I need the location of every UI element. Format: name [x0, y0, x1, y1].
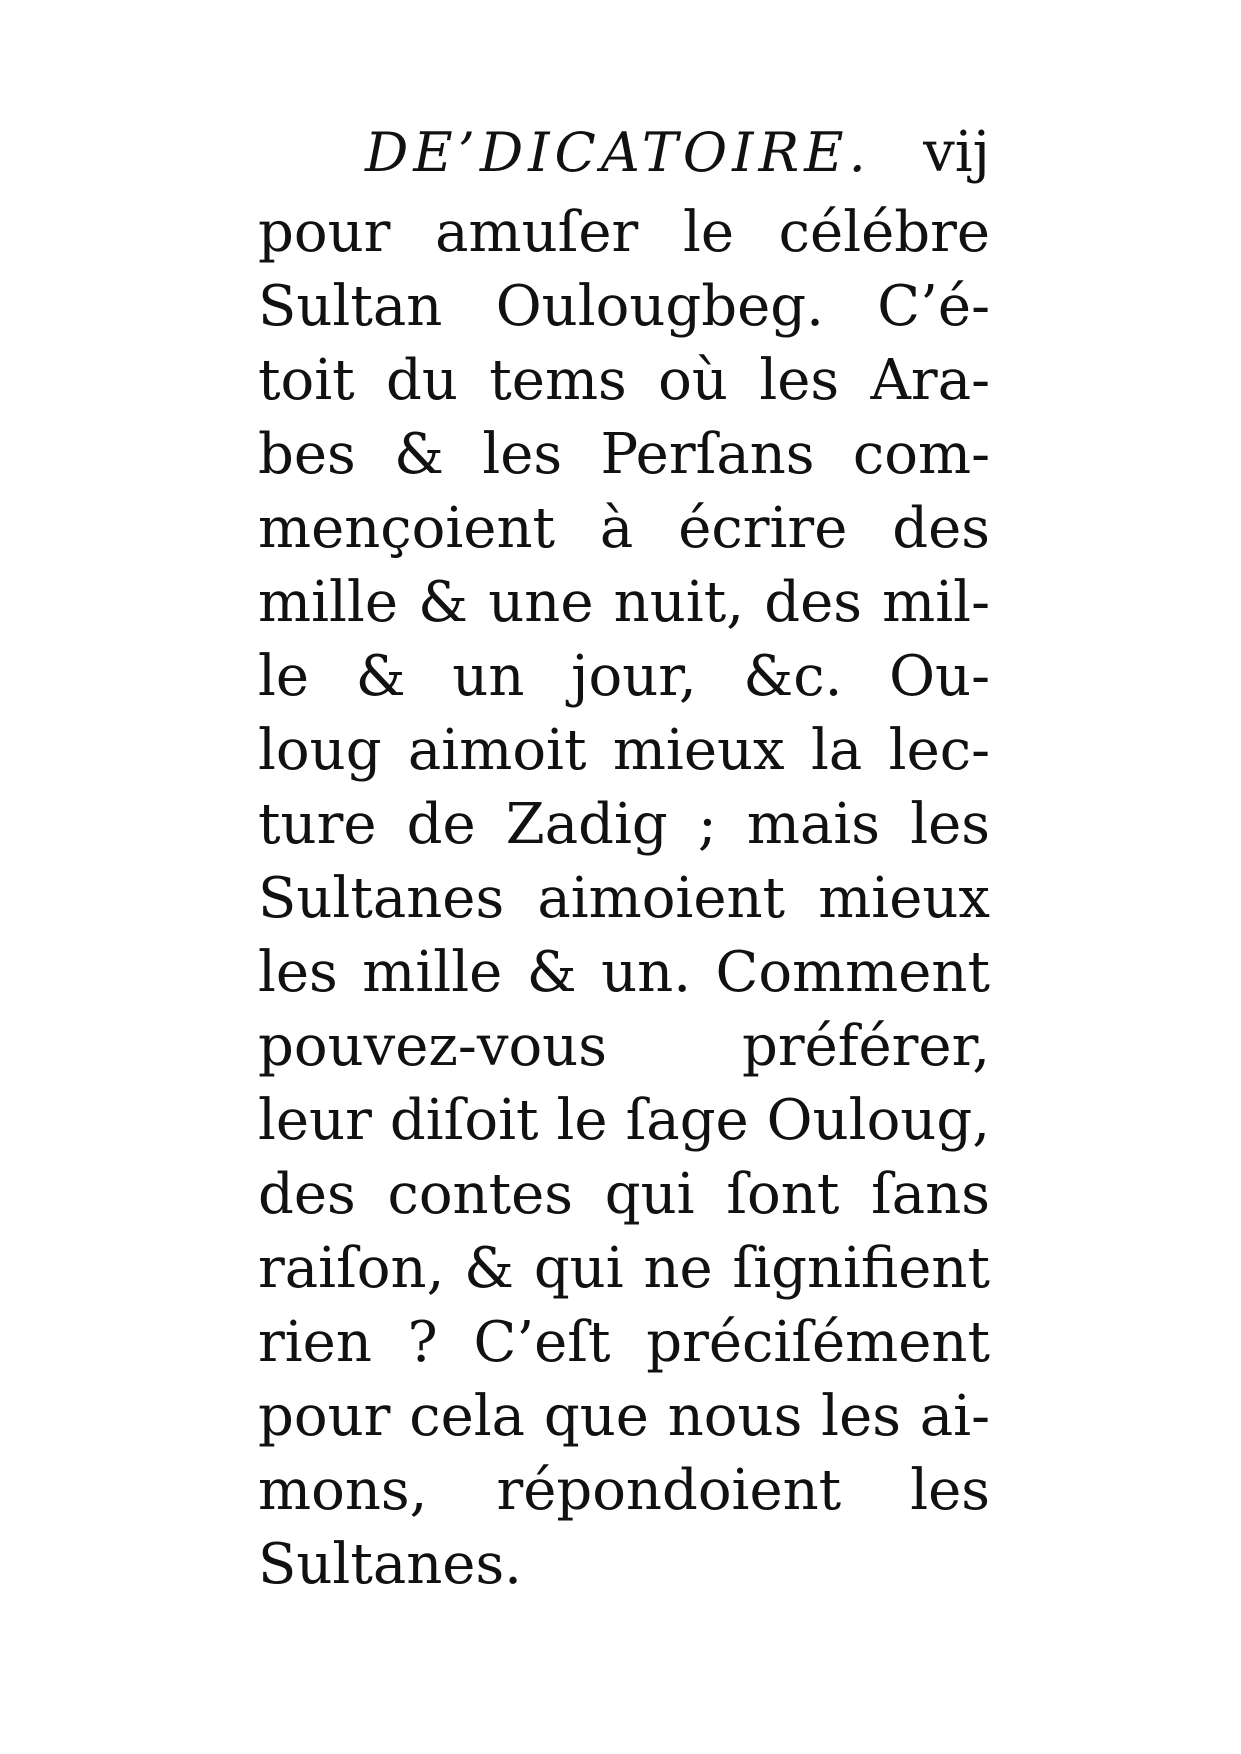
text-line: rien ? C’eſt préciſément	[258, 1310, 990, 1375]
text-line: les mille & un. Comment	[258, 940, 990, 1005]
text-line: raiſon, & qui ne ſignifient	[258, 1236, 990, 1301]
text-line: bes & les Perſans com-	[258, 422, 990, 487]
text-line: mille & une nuit, des mil-	[258, 570, 990, 635]
text-line: des contes qui ſont ſans	[258, 1162, 990, 1227]
running-head	[365, 118, 990, 188]
text-line: pour amuſer le célébre	[258, 200, 990, 265]
text-line: leur diſoit le ſage Ouloug,	[258, 1088, 990, 1153]
text-line: mons, répondoient les	[258, 1458, 990, 1523]
body-text	[258, 196, 990, 1602]
page-number: vij	[923, 120, 990, 185]
text-line: loug aimoit mieux la lec-	[258, 718, 990, 783]
text-line: pour cela que nous les ai-	[258, 1384, 990, 1449]
text-line: Sultanes aimoient mieux	[258, 866, 990, 931]
text-line: Sultan Oulougbeg. C’é-	[258, 274, 990, 339]
text-line: pouvez-vous préférer,	[258, 1014, 990, 1079]
text-line: le & un jour, &c. Ou-	[258, 644, 990, 709]
text-line: toit du tems où les Ara-	[258, 348, 990, 413]
text-line: mençoient à écrire des	[258, 496, 990, 561]
text-line: Sultanes.	[258, 1532, 522, 1597]
text-line: ture de Zadig ; mais les	[258, 792, 990, 857]
running-head-title: DE’DICATOIRE.	[365, 121, 871, 184]
